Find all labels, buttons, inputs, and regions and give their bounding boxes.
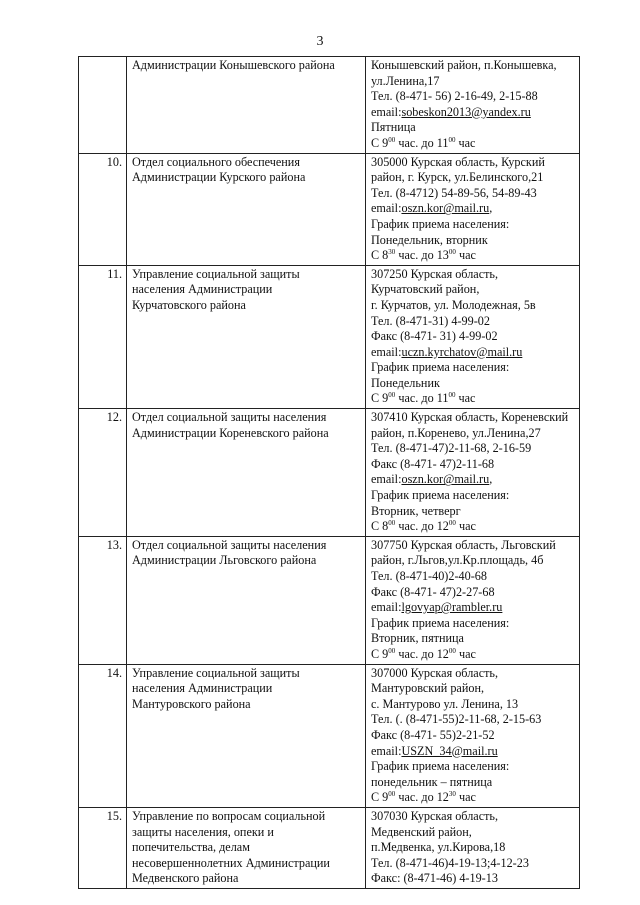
email-line: [371, 105, 575, 121]
organization-name-line: защиты населения, опеки и: [132, 824, 274, 839]
organization-name-line: Управление по вопросам социальной: [132, 808, 326, 823]
email-prefix: email:: [371, 104, 402, 119]
contact-line: Курчатовский район,: [371, 282, 480, 297]
time-start: С 8: [371, 519, 389, 534]
contact-line: Мантуровский район,: [371, 681, 485, 696]
time-end: час. до 12: [395, 646, 449, 661]
contact-line: Факс (8-471- 55)2-21-52: [371, 727, 495, 742]
time-unit: час: [455, 646, 476, 661]
table-row: [79, 153, 580, 265]
email-link[interactable]: uczn.kyrchatov@mail.ru: [401, 344, 523, 359]
email-prefix: email:: [371, 201, 402, 216]
organization-name-line: Отдел социальной защиты населения: [132, 537, 327, 552]
contact-line: 307030 Курская область,: [371, 808, 499, 823]
time-unit: час: [455, 248, 476, 263]
time-end-minutes: 00: [448, 248, 456, 257]
contact-line: Конышевский район, п.Конышевка,: [371, 58, 557, 72]
contact-line: Тел. (8-4712) 54-89-56, 54-89-43: [371, 185, 537, 200]
row-number: 12.: [79, 409, 127, 537]
contact-cell: [366, 807, 580, 888]
contact-line: с. Мантурово ул. Ленина, 13: [371, 696, 519, 711]
email-prefix: email:: [371, 472, 402, 487]
contact-line: Тел. (8-471- 56) 2-16-49, 2-15-88: [371, 89, 538, 104]
email-suffix: ,: [489, 201, 493, 216]
reception-days: Вторник, четверг: [371, 503, 461, 518]
time-end-minutes: 30: [448, 790, 456, 799]
table-row: [79, 409, 580, 537]
organization-name-line: населения Администрации: [132, 681, 273, 696]
registry-table-body: [79, 57, 580, 889]
time-end: час. до 12: [395, 790, 449, 805]
page-number: 3: [316, 34, 324, 49]
contact-line: 307410 Курская область, Кореневский: [371, 410, 569, 425]
row-number: [79, 57, 127, 154]
reception-time: [371, 136, 575, 152]
organization-name-line: Управление социальной защиты: [132, 665, 300, 680]
contact-line: Факс (8-471- 47)2-27-68: [371, 584, 495, 599]
email-link[interactable]: lgovyap@rambler.ru: [401, 600, 503, 615]
email-prefix: email:: [371, 743, 402, 758]
contact-line: 307750 Курская область, Льговский: [371, 537, 556, 552]
email-line: [371, 345, 575, 361]
organization-name-line: Отдел социального обеспечения: [132, 154, 300, 169]
schedule-label: График приема населения:: [371, 615, 510, 630]
organization-name-line: Медвенского района: [132, 871, 239, 886]
contact-line: п.Медвенка, ул.Кирова,18: [371, 840, 506, 855]
organization-name-line: Администрации Кореневского района: [132, 425, 329, 440]
time-end: час. до 11: [395, 135, 449, 150]
organization-name-line: Управление социальной защиты: [132, 266, 300, 281]
table-row: [79, 536, 580, 664]
schedule-label: График приема населения:: [371, 759, 510, 774]
organization-cell: [127, 536, 366, 664]
organization-name-line: Администрации Курского района: [132, 170, 306, 185]
email-line: [371, 600, 575, 616]
contact-cell: [366, 536, 580, 664]
time-start-minutes: 30: [388, 248, 396, 257]
contact-cell: [366, 664, 580, 807]
email-line: [371, 472, 575, 488]
email-link[interactable]: oszn.kor@mail.ru: [401, 472, 490, 487]
reception-time: [371, 647, 575, 663]
table-row: [79, 57, 580, 154]
contact-line: район, г. Курск, ул.Белинского,21: [371, 170, 544, 185]
schedule-label: График приема населения:: [371, 216, 510, 231]
reception-days: Вторник, пятница: [371, 631, 464, 646]
time-end: час. до 13: [395, 248, 449, 263]
contact-line: район, п.Коренево, ул.Ленина,27: [371, 425, 541, 440]
contact-line: Факс (8-471- 47)2-11-68: [371, 456, 495, 471]
email-line: [371, 744, 575, 760]
organization-name-line: Отдел социальной защиты населения: [132, 410, 327, 425]
time-end: час. до 12: [395, 519, 449, 534]
contact-line: 307000 Курская область,: [371, 665, 499, 680]
organization-cell: [127, 57, 366, 154]
table-row: [79, 265, 580, 408]
reception-days: Понедельник, вторник: [371, 232, 488, 247]
row-number: 13.: [79, 536, 127, 664]
contact-line: Тел. (8-471-46)4-19-13;4-12-23: [371, 855, 529, 870]
organization-cell: [127, 807, 366, 888]
organization-cell: [127, 265, 366, 408]
reception-time: [371, 248, 575, 264]
time-start-minutes: 00: [388, 519, 396, 528]
time-unit: час: [455, 519, 476, 534]
email-prefix: email:: [371, 600, 402, 615]
time-end-minutes: 00: [448, 391, 456, 400]
contact-line: 305000 Курская область, Курский: [371, 154, 545, 169]
time-end-minutes: 00: [448, 135, 456, 144]
contact-line: 307250 Курская область,: [371, 266, 499, 281]
organization-cell: [127, 664, 366, 807]
time-start-minutes: 00: [388, 135, 396, 144]
time-end: час. до 11: [395, 391, 449, 406]
contact-cell: [366, 57, 580, 154]
reception-time: [371, 391, 575, 407]
organization-name-line: Курчатовского района: [132, 297, 246, 312]
time-start-minutes: 00: [388, 391, 396, 400]
time-start: С 9: [371, 790, 389, 805]
schedule-label: График приема населения:: [371, 488, 510, 503]
time-unit: час: [455, 790, 476, 805]
time-start-minutes: 00: [388, 646, 396, 655]
email-link[interactable]: sobeskon2013@yandex.ru: [401, 104, 531, 119]
reception-days: Понедельник: [371, 375, 440, 390]
reception-days: понедельник – пятница: [371, 774, 493, 789]
email-link[interactable]: oszn.kor@mail.ru: [401, 201, 490, 216]
time-unit: час: [455, 391, 476, 406]
reception-days: Пятница: [371, 120, 416, 135]
organization-name-line: Администрации Льговского района: [132, 553, 317, 568]
organization-name-line: несовершеннолетних Администрации: [132, 855, 330, 870]
contact-line: Тел. (8-471-47)2-11-68, 2-16-59: [371, 441, 532, 456]
table-row: [79, 807, 580, 888]
email-prefix: email:: [371, 344, 402, 359]
contact-line: Медвенский район,: [371, 824, 472, 839]
contact-line: район, г.Льгов,ул.Кр.площадь, 4б: [371, 553, 544, 568]
row-number: 14.: [79, 664, 127, 807]
contact-line: Факс: (8-471-46) 4-19-13: [371, 871, 498, 886]
contact-line: Тел. (8-471-31) 4-99-02: [371, 313, 490, 328]
table-row: [79, 664, 580, 807]
registry-table: [78, 56, 580, 889]
time-start: С 9: [371, 391, 389, 406]
email-suffix: ,: [489, 472, 493, 487]
contact-line: Тел. (. (8-471-55)2-11-68, 2-15-63: [371, 712, 542, 727]
schedule-label: График приема населения:: [371, 360, 510, 375]
time-start: С 9: [371, 135, 389, 150]
row-number: 15.: [79, 807, 127, 888]
organization-cell: [127, 153, 366, 265]
row-number: 11.: [79, 265, 127, 408]
time-start: С 9: [371, 646, 389, 661]
reception-time: [371, 519, 575, 535]
contact-line: ул.Ленина,17: [371, 73, 440, 88]
contact-line: Тел. (8-471-40)2-40-68: [371, 569, 487, 583]
contact-cell: [366, 153, 580, 265]
email-link[interactable]: USZN_34@mail.ru: [401, 743, 498, 758]
contact-line: Факс (8-471- 31) 4-99-02: [371, 329, 498, 344]
contact-line: г. Курчатов, ул. Молодежная, 5в: [371, 297, 536, 312]
time-end-minutes: 00: [448, 646, 456, 655]
row-number: 10.: [79, 153, 127, 265]
time-end-minutes: 00: [448, 519, 456, 528]
organization-name-line: попечительства, делам: [132, 840, 250, 855]
time-start: С 8: [371, 248, 389, 263]
organization-name-line: Мантуровского района: [132, 696, 251, 711]
contact-cell: [366, 409, 580, 537]
email-line: [371, 201, 575, 217]
time-unit: час: [455, 135, 476, 150]
organization-cell: [127, 409, 366, 537]
organization-name-line: населения Администрации: [132, 282, 273, 297]
contact-cell: [366, 265, 580, 408]
organization-name-line: Администрации Конышевского района: [132, 58, 335, 72]
time-start-minutes: 00: [388, 790, 396, 799]
reception-time: [371, 790, 575, 806]
